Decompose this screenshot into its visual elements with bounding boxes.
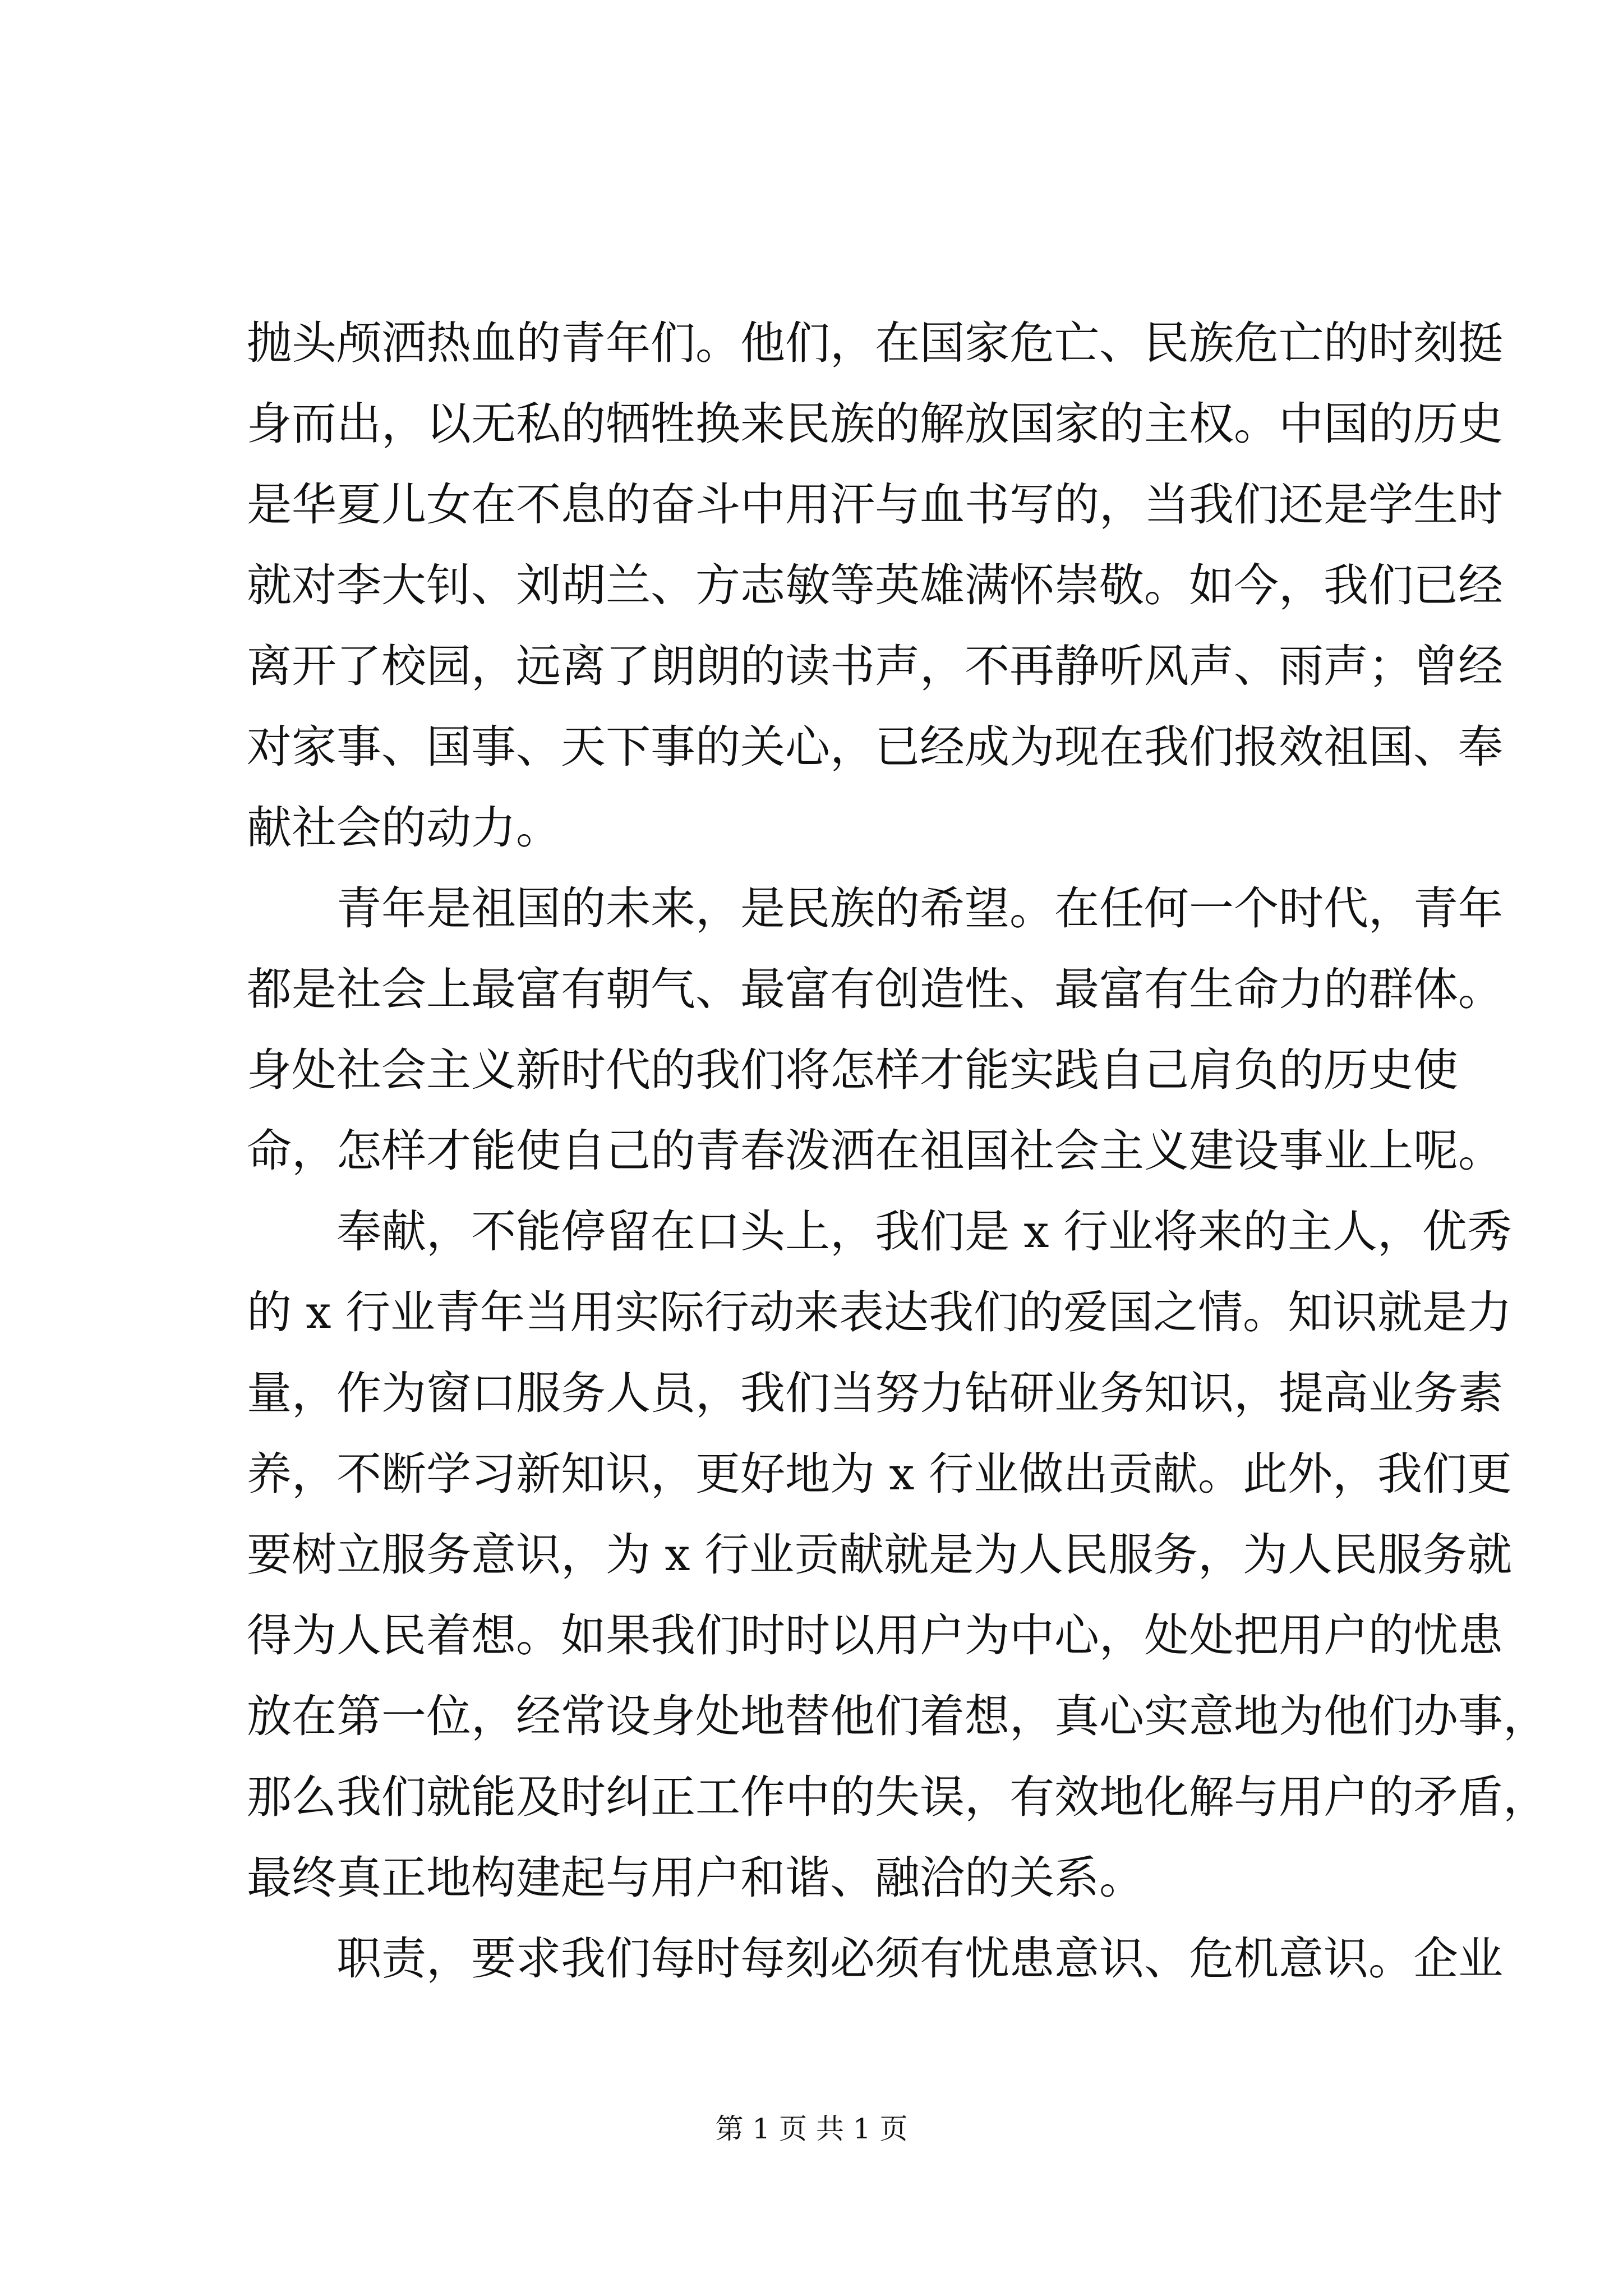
text-line: 献社会的动力。 xyxy=(247,802,561,854)
text-line: 离开了校园，远离了朗朗的读书声，不再静听风声、雨声；曾经 xyxy=(247,640,1503,692)
page-footer xyxy=(0,2109,1623,2148)
paragraph-1 xyxy=(247,303,1503,868)
text-line: 最终真正地构建起与用户和谐、融洽的关系。 xyxy=(247,1852,1144,1904)
text-line: 得为人民着想。如果我们时时以用户为中心，处处把用户的忧患 xyxy=(247,1609,1503,1662)
text-line: 对家事、国事、天下事的关心，已经成为现在我们报效祖国、奉 xyxy=(247,721,1503,773)
paragraph-3 xyxy=(247,1191,1548,1918)
text-line: 命，怎样才能使自己的青春泼洒在祖国社会主义建设事业上呢。 xyxy=(247,1125,1503,1177)
text-line: 是华夏儿女在不息的奋斗中用汗与血书写的，当我们还是学生时 xyxy=(247,478,1503,531)
text-line: 的 x 行业青年当用实际行动来表达我们的爱国之情。知识就是力 xyxy=(247,1286,1512,1338)
text-line: 养，不断学习新知识，更好地为 x 行业做出贡献。此外，我们更 xyxy=(247,1448,1512,1500)
text-line: 奉献，不能停留在口头上，我们是 x 行业将来的主人，优秀 xyxy=(336,1205,1512,1258)
text-line: 身而出，以无私的牺牲换来民族的解放国家的主权。中国的历史 xyxy=(247,398,1503,450)
text-line: 抛头颅洒热血的青年们。他们，在国家危亡、民族危亡的时刻挺 xyxy=(247,317,1503,369)
body-text xyxy=(247,303,1548,1999)
text-line: 职责，要求我们每时每刻必须有忧患意识、危机意识。企业 xyxy=(336,1932,1503,1985)
text-line: 就对李大钊、刘胡兰、方志敏等英雄满怀崇敬。如今，我们已经 xyxy=(247,559,1503,611)
text-line: 那么我们就能及时纠正工作中的失误，有效地化解与用户的矛盾， xyxy=(247,1771,1548,1823)
text-line: 放在第一位，经常设身处地替他们着想，真心实意地为他们办事， xyxy=(247,1690,1548,1742)
page-number-label: 第 1 页 共 1 页 xyxy=(715,2113,908,2145)
paragraph-4 xyxy=(247,1918,1503,1999)
text-line: 青年是祖国的未来，是民族的希望。在任何一个时代，青年 xyxy=(336,882,1503,935)
text-line: 要树立服务意识，为 x 行业贡献就是为人民服务，为人民服务就 xyxy=(247,1529,1512,1581)
text-line: 量，作为窗口服务人员，我们当努力钻研业务知识，提高业务素 xyxy=(247,1367,1503,1419)
paragraph-2 xyxy=(247,868,1503,1191)
text-line: 都是社会上最富有朝气、最富有创造性、最富有生命力的群体。 xyxy=(247,963,1503,1015)
text-line: 身处社会主义新时代的我们将怎样才能实践自己肩负的历史使 xyxy=(247,1044,1458,1096)
